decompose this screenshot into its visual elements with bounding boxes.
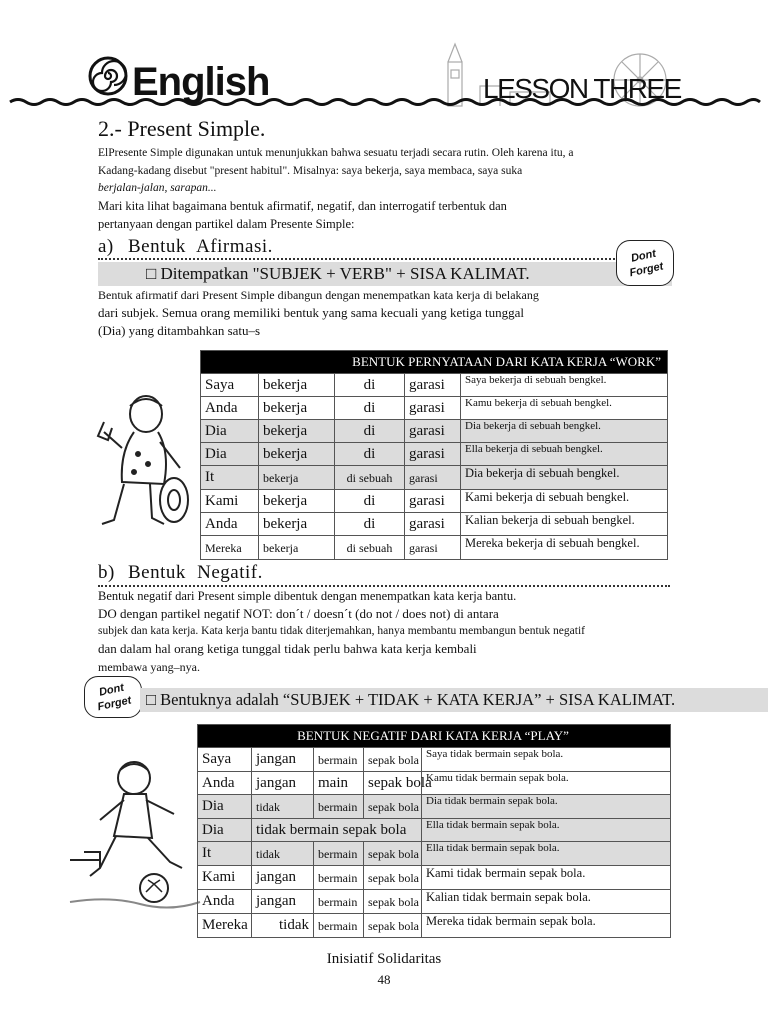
negation-cell: jangan [252, 772, 314, 795]
table-row [198, 772, 671, 795]
table-row [201, 466, 668, 490]
intro-line-1: ElPresente Simple digunakan untuk menunjukkan bahwa sesuatu terjadi secara rutin. Oleh karena itu, a [98, 147, 574, 159]
negative-para-5: membawa yang–nya. [98, 660, 200, 674]
object-cell: sepak bola [364, 842, 422, 866]
negation-cell: tidak [252, 795, 314, 819]
table-row [201, 490, 668, 513]
verb-cell: bekerja [259, 466, 335, 490]
translation-cell: Kami bekerja di sebuah bengkel. [461, 490, 668, 513]
spiral-logo-icon [88, 56, 128, 96]
verb-cell: bermain [314, 866, 364, 890]
translation-cell: Kalian bekerja di sebuah bengkel. [461, 513, 668, 536]
translation-cell: Dia bekerja di sebuah bengkel. [461, 466, 668, 490]
affirm-para-3: (Dia) yang ditambahkan satu–s [98, 323, 261, 338]
badge-text-1: Dont [98, 681, 126, 699]
subject-cell: Dia [198, 795, 252, 819]
section-b-letter: b) [98, 562, 115, 583]
subject-cell: Saya [198, 748, 252, 772]
table-row [198, 748, 671, 772]
verb-cell: bermain [314, 748, 364, 772]
affirmative-table [200, 350, 668, 560]
verb-cell: bermain [314, 890, 364, 914]
verb-cell: bermain [314, 914, 364, 938]
intro-line-5: pertanyaan dengan partikel dalam Presente Simple: [98, 217, 355, 231]
verb-cell: bekerja [259, 490, 335, 513]
intro-line-2: Kadang-kadang disebut "present habitul". Misalnya: saya bekerja, saya membaca, saya suka [98, 165, 523, 177]
subject-cell: Kami [198, 866, 252, 890]
subject-cell: It [198, 842, 252, 866]
negative-table [197, 724, 671, 938]
table-row [201, 397, 668, 420]
table-row [198, 819, 671, 842]
subject-cell: Anda [198, 772, 252, 795]
translation-cell: Kalian tidak bermain sepak bola. [422, 890, 671, 914]
object-cell: garasi [405, 536, 461, 560]
verb-cell: bermain [314, 795, 364, 819]
dont-forget-badge [616, 240, 674, 286]
verb-cell: bekerja [259, 443, 335, 466]
prep-cell: di sebuah [335, 536, 405, 560]
lesson-title: LESSON THREE [483, 73, 681, 104]
prep-cell: di sebuah [335, 466, 405, 490]
prep-cell: di [335, 443, 405, 466]
verb-cell: main [314, 772, 364, 795]
subject-cell: Dia [198, 819, 252, 842]
subject-cell: Dia [201, 443, 259, 466]
negative-para-1: Bentuk negatif dari Present simple dibentuk dengan menempatkan kata kerja bantu. [98, 589, 517, 603]
translation-cell: Saya tidak bermain sepak bola. [422, 748, 671, 772]
mechanic-illustration [90, 392, 198, 538]
intro-line-3: berjalan-jalan, sarapan... [98, 182, 217, 194]
table-row [201, 374, 668, 397]
brand-title: English [132, 60, 270, 104]
subject-cell: Mereka [198, 914, 252, 938]
table-row [201, 513, 668, 536]
object-cell: garasi [405, 397, 461, 420]
negation-cell: jangan [252, 866, 314, 890]
table-row [201, 420, 668, 443]
table-row [201, 443, 668, 466]
subject-cell: Mereka [201, 536, 259, 560]
translation-cell: Dia tidak bermain sepak bola. [422, 795, 671, 819]
object-cell: sepak bola [364, 795, 422, 819]
translation-cell: Kamu bekerja di sebuah bengkel. [461, 397, 668, 420]
object-cell: garasi [405, 443, 461, 466]
object-cell: garasi [405, 420, 461, 443]
translation-cell: Mereka tidak bermain sepak bola. [422, 914, 671, 938]
subject-cell: Anda [201, 397, 259, 420]
rule-negative: □ Bentuknya adalah “SUBJEK + TIDAK + KATA KERJA” + SISA KALIMAT. [140, 688, 768, 712]
negation-cell: tidak [252, 914, 314, 938]
translation-cell: Ella bekerja di sebuah bengkel. [461, 443, 668, 466]
prep-cell: di [335, 513, 405, 536]
negative-table-title: BENTUK NEGATIF DARI KATA KERJA “PLAY” [198, 725, 671, 748]
table-row [201, 536, 668, 560]
object-cell: sepak bola [364, 748, 422, 772]
object-cell: garasi [405, 490, 461, 513]
object-cell: garasi [405, 513, 461, 536]
affirmative-table-title: BENTUK PERNYATAAN DARI KATA KERJA “WORK” [201, 351, 668, 374]
badge-text-1: Dont [630, 247, 658, 265]
affirm-para-2: dari subjek. Semua orang memiliki bentuk yang sama kecuali yang ketiga tunggal [98, 305, 524, 320]
subject-cell: Saya [201, 374, 259, 397]
subject-cell: Anda [198, 890, 252, 914]
subject-cell: Anda [201, 513, 259, 536]
prep-cell: di [335, 420, 405, 443]
table-row [198, 795, 671, 819]
table-row [198, 866, 671, 890]
intro-line-4: Mari kita lihat bagaimana bentuk afirmatif, negatif, dan interrogatif terbentuk dan [98, 199, 507, 213]
subject-cell: Dia [201, 420, 259, 443]
object-cell: sepak bola [364, 866, 422, 890]
negation-cell: tidak [252, 842, 314, 866]
translation-cell: Dia bekerja di sebuah bengkel. [461, 420, 668, 443]
section-a-title: Bentuk Afirmasi. [128, 236, 273, 257]
table-row [198, 914, 671, 938]
table-row [198, 890, 671, 914]
translation-cell: Kamu tidak bermain sepak bola. [422, 772, 671, 795]
negative-para-4: dan dalam hal orang ketiga tunggal tidak perlu bahwa kata kerja kembali [98, 641, 477, 656]
dont-forget-badge [84, 676, 142, 718]
negation-cell: tidak bermain sepak bola [252, 819, 422, 842]
section-b-title: Bentuk Negatif. [128, 562, 263, 583]
translation-cell: Ella tidak bermain sepak bola. [422, 819, 671, 842]
object-cell: sepak bola [364, 914, 422, 938]
verb-cell: bekerja [259, 420, 335, 443]
verb-cell: bekerja [259, 536, 335, 560]
prep-cell: di [335, 490, 405, 513]
table-row [198, 842, 671, 866]
object-cell: garasi [405, 466, 461, 490]
object-cell: sepak bola [364, 772, 422, 795]
negative-para-3: subjek dan kata kerja. Kata kerja bantu tidak diterjemahkan, hanya membantu membangun bentuk negatif [98, 625, 585, 637]
verb-cell: bekerja [259, 397, 335, 420]
object-cell: sepak bola [364, 890, 422, 914]
translation-cell: Mereka bekerja di sebuah bengkel. [461, 536, 668, 560]
prep-cell: di [335, 397, 405, 420]
verb-cell: bekerja [259, 513, 335, 536]
translation-cell: Saya bekerja di sebuah bengkel. [461, 374, 668, 397]
affirm-para-1: Bentuk afirmatif dari Present Simple dibangun dengan menempatkan kata kerja di belakang [98, 288, 539, 302]
negation-cell: jangan [252, 748, 314, 772]
subject-cell: Kami [201, 490, 259, 513]
header-wavy-divider [10, 95, 760, 109]
verb-cell: bekerja [259, 374, 335, 397]
verb-cell: bermain [314, 842, 364, 866]
object-cell: garasi [405, 374, 461, 397]
section-b-divider [98, 585, 670, 587]
section-a-letter: a) [98, 236, 114, 257]
badge-text-2: Forget [96, 694, 133, 714]
section-a-divider [98, 258, 618, 260]
translation-cell: Ella tidak bermain sepak bola. [422, 842, 671, 866]
football-player-illustration [70, 756, 200, 908]
prep-cell: di [335, 374, 405, 397]
translation-cell: Kami tidak bermain sepak bola. [422, 866, 671, 890]
badge-text-2: Forget [628, 260, 665, 280]
rule-affirmative: □ Ditempatkan "SUBJEK + VERB" + SISA KALIMAT. [98, 262, 672, 286]
negative-para-2: DO dengan partikel negatif NOT: don´t / doesn´t (do not / does not) di antara [98, 606, 499, 621]
section-title: 2.- Present Simple. [98, 116, 266, 141]
footer-text: Inisiatif Solidaritas [326, 951, 442, 967]
subject-cell: It [201, 466, 259, 490]
negation-cell: jangan [252, 890, 314, 914]
page-number: 48 [377, 972, 391, 987]
